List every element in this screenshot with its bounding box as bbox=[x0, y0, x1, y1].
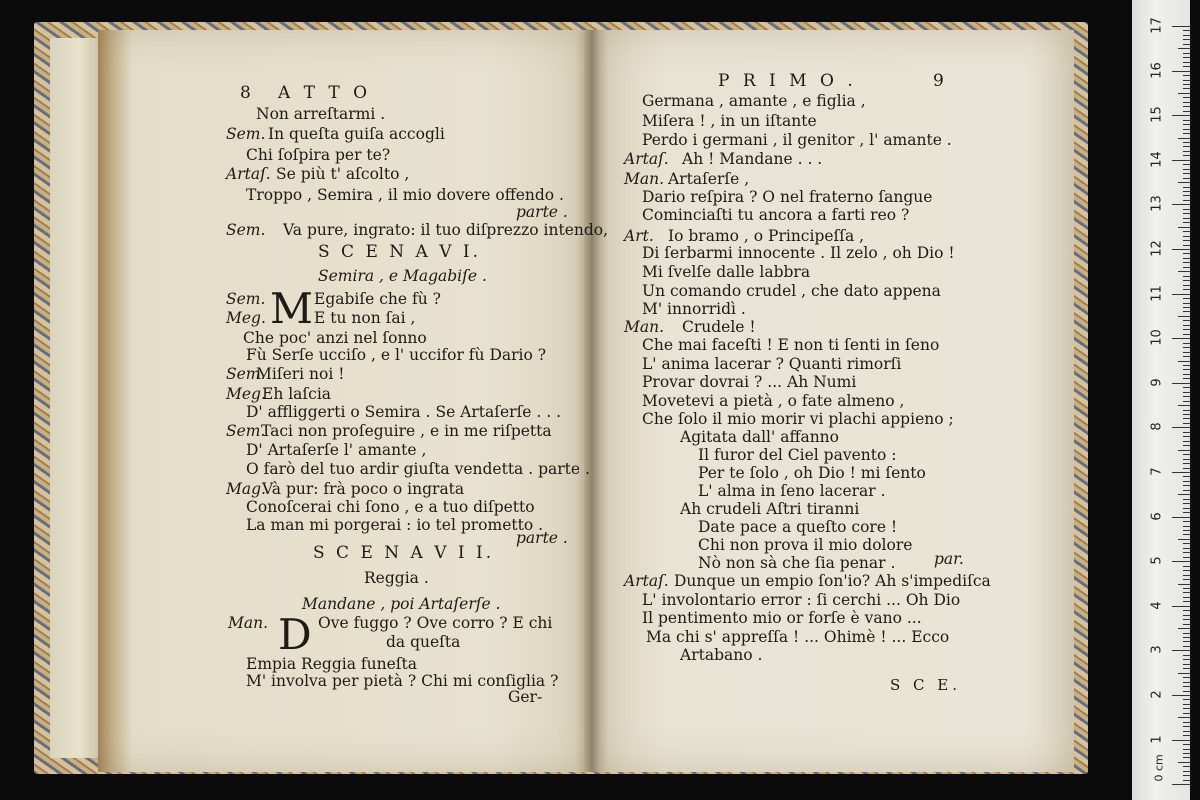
ruler-tick bbox=[1183, 726, 1190, 727]
ruler-tick bbox=[1183, 615, 1190, 616]
ruler-tick bbox=[1183, 655, 1190, 656]
ruler-tick bbox=[1183, 396, 1190, 397]
verse-text: Cominciaſti tu ancora a farti reo ? bbox=[642, 206, 910, 224]
ruler-number: 3 bbox=[1149, 645, 1165, 655]
speaker-name: Art. bbox=[624, 227, 654, 245]
ruler-tick bbox=[1172, 561, 1190, 562]
speaker-name: Artaſ. bbox=[226, 165, 271, 183]
ruler-tick bbox=[1183, 521, 1190, 522]
ruler-tick bbox=[1183, 151, 1190, 152]
ruler-tick bbox=[1178, 138, 1190, 139]
verse-text: Perdo i germani , il genitor , l' amante . bbox=[642, 131, 952, 149]
verse-text: Crudele ! bbox=[682, 318, 756, 336]
ruler-tick bbox=[1183, 468, 1190, 469]
ruler-tick bbox=[1183, 731, 1190, 732]
ruler-tick bbox=[1178, 717, 1190, 718]
ruler-tick bbox=[1183, 240, 1190, 241]
verse-text: Che mai faceſti ! E non ti ſenti in ſeno bbox=[642, 336, 940, 354]
ruler-tick bbox=[1183, 771, 1190, 772]
ruler-tick bbox=[1183, 289, 1190, 290]
ruler-tick bbox=[1183, 735, 1190, 736]
verse-text: Conoſcerai chi ſono , e a tuo diſpetto bbox=[246, 498, 535, 516]
ruler-tick bbox=[1183, 699, 1190, 700]
scene-heading: S C E N A V I. bbox=[318, 242, 482, 262]
verse-text: Dunque un empio ſon'io? Ah s'impediſca bbox=[674, 572, 991, 590]
ruler-tick bbox=[1183, 106, 1190, 107]
scene-heading: S C E N A V I I. bbox=[313, 543, 495, 563]
ruler-tick bbox=[1183, 347, 1190, 348]
verse-text: Il pentimento mio or forſe è vano ... bbox=[642, 609, 922, 627]
ruler-tick bbox=[1183, 423, 1190, 424]
ruler-tick bbox=[1183, 588, 1190, 589]
ruler-tick bbox=[1183, 392, 1190, 393]
ruler-tick bbox=[1178, 271, 1190, 272]
ruler-tick bbox=[1172, 427, 1190, 428]
ruler-tick bbox=[1183, 30, 1190, 31]
ruler-tick bbox=[1183, 744, 1190, 745]
ruler-tick bbox=[1178, 673, 1190, 674]
ruler-tick bbox=[1183, 195, 1190, 196]
ruler-tick bbox=[1183, 534, 1190, 535]
speaker-name: Meg. bbox=[226, 385, 266, 403]
ruler-tick bbox=[1183, 325, 1190, 326]
ruler-number: 9 bbox=[1149, 378, 1165, 387]
ruler-tick bbox=[1183, 84, 1190, 85]
ruler-tick bbox=[1183, 88, 1190, 89]
ruler-tick bbox=[1183, 418, 1190, 419]
ruler-tick bbox=[1183, 575, 1190, 576]
ruler-number: 15 bbox=[1149, 106, 1165, 123]
ruler-tick bbox=[1183, 258, 1190, 259]
verse-text: Ah crudeli Aſtri tiranni bbox=[680, 500, 860, 518]
speaker-name: Man. bbox=[624, 318, 665, 336]
ruler-tick bbox=[1183, 441, 1190, 442]
verse-text: Empia Reggia funeſta bbox=[246, 655, 417, 673]
verse-text: O farò del tuo ardir giuſta vendetta . parte . bbox=[246, 460, 590, 478]
verse-text: Ger- bbox=[508, 688, 543, 706]
verse-text: Di ſerbarmi innocente . Il zelo , oh Dio ! bbox=[642, 244, 955, 262]
ruler-tick bbox=[1178, 494, 1190, 495]
ruler-tick bbox=[1178, 316, 1190, 317]
verse-text: Ma chi s' appreſſa ! ... Ohimè ! ... Ecco bbox=[646, 628, 950, 646]
verse-text: Fù Serſe ucciſo , e l' uccifor fù Dario ? bbox=[246, 346, 547, 364]
ruler-tick bbox=[1183, 597, 1190, 598]
verse-text: Ah ! Mandane . . . bbox=[682, 150, 823, 168]
ruler-tick bbox=[1172, 160, 1190, 161]
ruler-tick bbox=[1183, 508, 1190, 509]
ruler-number: 17 bbox=[1149, 17, 1165, 34]
drop-capital: M bbox=[270, 284, 314, 333]
ruler-tick bbox=[1178, 628, 1190, 629]
page-number-right: 9 bbox=[933, 71, 944, 91]
ruler-tick bbox=[1183, 780, 1190, 781]
ruler-tick bbox=[1183, 133, 1190, 134]
verse-text: In queſta guiſa accogli bbox=[268, 125, 445, 143]
ruler-number: 10 bbox=[1149, 329, 1165, 346]
verse-text: Artabano . bbox=[680, 646, 763, 664]
verse-text: Per te ſolo , oh Dio ! mi ſento bbox=[698, 464, 926, 482]
verse-text: Eh laſcia bbox=[262, 385, 332, 403]
ruler-number: 1 bbox=[1149, 734, 1165, 744]
ruler-tick bbox=[1183, 691, 1190, 692]
ruler-tick bbox=[1183, 378, 1190, 379]
ruler-tick bbox=[1183, 686, 1190, 687]
ruler-tick bbox=[1183, 641, 1190, 642]
ruler-tick bbox=[1183, 374, 1190, 375]
ruler-tick bbox=[1183, 262, 1190, 263]
ruler-tick bbox=[1183, 592, 1190, 593]
ruler-tick bbox=[1183, 646, 1190, 647]
verse-text: La man mi porgerai : io tel prometto . bbox=[246, 516, 544, 534]
verse-text: M' involva per pietà ? Chi mi conſiglia ? bbox=[246, 672, 559, 690]
ruler-number: 11 bbox=[1149, 284, 1165, 302]
verse-text: Non arreſtarmi . bbox=[256, 105, 386, 123]
catchword: S C E. bbox=[890, 676, 962, 694]
verse-text: L' alma in ſeno lacerar . bbox=[698, 482, 886, 500]
ruler-tick bbox=[1183, 414, 1190, 415]
ruler-tick bbox=[1183, 231, 1190, 232]
ruler-tick bbox=[1183, 129, 1190, 130]
verse-text: Provar dovrai ? ... Ah Numi bbox=[642, 373, 857, 391]
verse-text: Germana , amante , e figlia , bbox=[642, 92, 866, 110]
verse-text: L' involontario error : ſi cerchi ... Oh Dio bbox=[642, 591, 961, 609]
ruler-tick bbox=[1183, 80, 1190, 81]
ruler-tick bbox=[1183, 97, 1190, 98]
ruler-number: 13 bbox=[1149, 195, 1165, 213]
ruler-tick bbox=[1183, 62, 1190, 63]
ruler-number: 14 bbox=[1149, 151, 1165, 168]
ruler-tick bbox=[1172, 784, 1190, 785]
ruler-tick bbox=[1172, 294, 1190, 295]
ruler-tick bbox=[1183, 749, 1190, 750]
verse-text: Il furor del Ciel pavento : bbox=[698, 446, 897, 464]
ruler-tick bbox=[1183, 476, 1190, 477]
ruler-tick bbox=[1183, 164, 1190, 165]
ruler-tick bbox=[1183, 343, 1190, 344]
ruler-tick bbox=[1183, 352, 1190, 353]
ruler-tick bbox=[1183, 579, 1190, 580]
ruler-tick bbox=[1183, 187, 1190, 188]
ruler-tick bbox=[1183, 490, 1190, 491]
speaker-name: Meg. bbox=[226, 309, 266, 327]
ruler-tick bbox=[1183, 111, 1190, 112]
ruler-tick bbox=[1183, 459, 1190, 460]
ruler-tick bbox=[1178, 450, 1190, 451]
ruler-tick bbox=[1183, 668, 1190, 669]
ruler-tick bbox=[1183, 253, 1190, 254]
verse-text: Movetevi a pietà , o fate almeno , bbox=[642, 392, 905, 410]
verse-text: Taci non proſeguire , e in me riſpetta bbox=[261, 422, 552, 440]
speaker-name: Artaſ. bbox=[624, 150, 669, 168]
ruler-tick bbox=[1183, 432, 1190, 433]
ruler-tick bbox=[1183, 624, 1190, 625]
verse-text: D' Artaſerſe l' amante , bbox=[246, 441, 427, 459]
ruler-tick bbox=[1183, 610, 1190, 611]
ruler-tick bbox=[1183, 307, 1190, 308]
verse-text: par. bbox=[934, 550, 964, 568]
ruler-unit: 0 cm bbox=[1152, 754, 1166, 782]
ruler-tick bbox=[1183, 463, 1190, 464]
verse-text: Date pace a queſto core ! bbox=[698, 518, 898, 536]
ruler-tick bbox=[1183, 659, 1190, 660]
ruler-tick bbox=[1178, 48, 1190, 49]
verse-text: M' innorridì . bbox=[642, 300, 746, 318]
ruler-tick bbox=[1183, 365, 1190, 366]
ruler-tick bbox=[1183, 311, 1190, 312]
ruler-tick bbox=[1183, 169, 1190, 170]
ruler-tick bbox=[1183, 526, 1190, 527]
page-number-left: 8 bbox=[240, 83, 251, 103]
ruler-tick bbox=[1183, 102, 1190, 103]
ruler-tick bbox=[1183, 704, 1190, 705]
ruler-tick bbox=[1183, 369, 1190, 370]
ruler-tick bbox=[1178, 227, 1190, 228]
verse-text: D' affliggerti o Semira . Se Artaſerſe . . . bbox=[246, 403, 562, 421]
ruler-tick bbox=[1183, 557, 1190, 558]
ruler-tick bbox=[1183, 485, 1190, 486]
ruler-tick bbox=[1183, 120, 1190, 121]
ruler-tick bbox=[1183, 775, 1190, 776]
speaker-name: Artaſ. bbox=[624, 572, 669, 590]
ruler-tick bbox=[1183, 481, 1190, 482]
ruler-tick bbox=[1183, 44, 1190, 45]
verse-text: Và pur: frà poco o ingrata bbox=[262, 480, 465, 498]
ruler-tick bbox=[1178, 405, 1190, 406]
ruler-tick bbox=[1183, 664, 1190, 665]
ruler-number: 8 bbox=[1149, 422, 1165, 432]
verse-text: L' anima lacerar ? Quanti rimorſi bbox=[642, 355, 902, 373]
ruler-tick bbox=[1183, 601, 1190, 602]
ruler-tick bbox=[1183, 155, 1190, 156]
ruler-tick bbox=[1172, 115, 1190, 116]
ruler-tick bbox=[1172, 249, 1190, 250]
verse-text: Agitata dall' affanno bbox=[680, 428, 839, 446]
verse-text: Va pure, ingrato: il tuo diſprezzo intendo, bbox=[283, 221, 609, 239]
ruler-tick bbox=[1183, 753, 1190, 754]
ruler-tick bbox=[1183, 285, 1190, 286]
ruler-tick bbox=[1183, 499, 1190, 500]
verse-text: Un comando crudel , che dato appena bbox=[642, 282, 941, 300]
ruler-tick bbox=[1183, 39, 1190, 40]
speaker-name: Man. bbox=[624, 170, 665, 188]
ruler-tick bbox=[1183, 276, 1190, 277]
ruler-tick bbox=[1183, 552, 1190, 553]
speaker-name: Man. bbox=[228, 614, 269, 632]
ruler-tick bbox=[1183, 146, 1190, 147]
verse-text: Dario reſpira ? O nel fraterno ſangue bbox=[642, 188, 933, 206]
ruler-tick bbox=[1183, 57, 1190, 58]
drop-capital: D bbox=[278, 610, 312, 659]
ruler-tick bbox=[1172, 695, 1190, 696]
verse-text: Nò non sà che ſia penar . bbox=[698, 554, 896, 572]
ruler-tick bbox=[1183, 218, 1190, 219]
speaker-name: Sem. bbox=[226, 365, 266, 383]
ruler-tick bbox=[1183, 722, 1190, 723]
ruler-tick bbox=[1183, 66, 1190, 67]
ruler-number: 7 bbox=[1149, 467, 1165, 476]
verse-text: parte . bbox=[516, 529, 568, 547]
verse-text: Miſeri noi ! bbox=[256, 365, 345, 383]
ruler-tick bbox=[1183, 200, 1190, 201]
ruler-tick bbox=[1183, 512, 1190, 513]
ruler-tick bbox=[1183, 320, 1190, 321]
ruler-tick bbox=[1172, 383, 1190, 384]
ruler-tick bbox=[1183, 236, 1190, 237]
verse-text: Io bramo , o Principeſſa , bbox=[668, 227, 865, 245]
scene-place: Reggia . bbox=[364, 569, 429, 587]
ruler-tick bbox=[1183, 280, 1190, 281]
ruler-tick bbox=[1183, 548, 1190, 549]
speaker-name: Sem. bbox=[226, 290, 266, 308]
ruler-tick bbox=[1172, 71, 1190, 72]
ruler-tick bbox=[1172, 606, 1190, 607]
verse-text: Egabiſe che fù ? bbox=[314, 290, 441, 308]
ruler-tick bbox=[1183, 713, 1190, 714]
ruler-tick bbox=[1183, 329, 1190, 330]
ruler-tick bbox=[1183, 543, 1190, 544]
ruler-tick bbox=[1178, 361, 1190, 362]
ruler-tick bbox=[1183, 75, 1190, 76]
scene-persons: Semira , e Magabiſe . bbox=[318, 267, 487, 285]
ruler-tick bbox=[1183, 303, 1190, 304]
ruler-number: 12 bbox=[1149, 240, 1165, 257]
ruler-tick bbox=[1178, 762, 1190, 763]
ruler-tick bbox=[1183, 677, 1190, 678]
verse-text: Ove fuggo ? Ove corro ? E chi bbox=[318, 614, 553, 632]
verse-text: parte . bbox=[516, 203, 568, 221]
ruler-tick bbox=[1183, 35, 1190, 36]
ruler-tick bbox=[1172, 472, 1190, 473]
ruler-tick bbox=[1183, 298, 1190, 299]
verse-text: Che poc' anzi nel ſonno bbox=[243, 329, 427, 347]
ruler-tick bbox=[1183, 267, 1190, 268]
ruler-tick bbox=[1183, 356, 1190, 357]
ruler-tick bbox=[1172, 650, 1190, 651]
ruler-tick bbox=[1183, 619, 1190, 620]
ruler-tick bbox=[1183, 530, 1190, 531]
ruler-tick bbox=[1183, 213, 1190, 214]
verse-text: Miſera ! , in un iſtante bbox=[642, 112, 817, 130]
ruler-tick bbox=[1178, 182, 1190, 183]
verse-text: Se più t' aſcolto , bbox=[276, 165, 410, 183]
ruler-tick bbox=[1172, 517, 1190, 518]
ruler-tick bbox=[1183, 401, 1190, 402]
ruler-tick bbox=[1172, 338, 1190, 339]
ruler-tick bbox=[1183, 53, 1190, 54]
speaker-name: Sem. bbox=[226, 422, 266, 440]
ruler-tick bbox=[1183, 209, 1190, 210]
speaker-name: Mag. bbox=[226, 480, 266, 498]
ruler-tick bbox=[1183, 410, 1190, 411]
ruler-number: 5 bbox=[1149, 556, 1165, 565]
verse-text: Troppo , Semira , il mio dovere offendo . bbox=[246, 186, 564, 204]
ruler-tick bbox=[1183, 682, 1190, 683]
ruler-tick bbox=[1172, 740, 1190, 741]
ruler-tick bbox=[1183, 757, 1190, 758]
measuring-ruler bbox=[1132, 0, 1190, 800]
ruler-tick bbox=[1178, 539, 1190, 540]
verse-text: Artaſerſe , bbox=[668, 170, 750, 188]
scene-persons: Mandane , poi Artaſerſe . bbox=[302, 595, 501, 613]
ruler-tick bbox=[1183, 454, 1190, 455]
ruler-tick bbox=[1172, 26, 1190, 27]
verse-text: Mi ſvelſe dalle labbra bbox=[642, 263, 811, 281]
ruler-tick bbox=[1183, 222, 1190, 223]
ruler-tick bbox=[1172, 204, 1190, 205]
ruler-tick bbox=[1183, 173, 1190, 174]
ruler-number: 2 bbox=[1149, 690, 1165, 699]
speaker-name: Sem. bbox=[226, 221, 266, 239]
ruler-tick bbox=[1183, 570, 1190, 571]
ruler-number: 16 bbox=[1149, 61, 1165, 79]
ruler-tick bbox=[1183, 245, 1190, 246]
ruler-tick bbox=[1183, 766, 1190, 767]
ruler-tick bbox=[1183, 124, 1190, 125]
ruler-tick bbox=[1183, 191, 1190, 192]
ruler-tick bbox=[1183, 503, 1190, 504]
ruler-number: 4 bbox=[1149, 601, 1165, 610]
ruler-tick bbox=[1183, 633, 1190, 634]
verse-text: da queſta bbox=[386, 633, 461, 651]
ruler-tick bbox=[1183, 637, 1190, 638]
verse-text: Chi non prova il mio dolore bbox=[698, 536, 913, 554]
ruler-tick bbox=[1178, 93, 1190, 94]
verse-text: E tu non ſai , bbox=[314, 309, 416, 327]
ruler-number: 6 bbox=[1149, 511, 1165, 521]
speaker-name: Sem. bbox=[226, 125, 266, 143]
running-head-left: A T T O bbox=[278, 83, 372, 103]
ruler-tick bbox=[1183, 436, 1190, 437]
verse-text: Chi ſoſpira per te? bbox=[246, 146, 391, 164]
ruler-tick bbox=[1183, 708, 1190, 709]
ruler-tick bbox=[1183, 178, 1190, 179]
running-head-right: P R I M O . bbox=[718, 71, 857, 91]
ruler-tick bbox=[1183, 142, 1190, 143]
ruler-tick bbox=[1178, 584, 1190, 585]
verse-text: Che ſolo il mio morir vi plachi appieno ; bbox=[642, 410, 954, 428]
ruler-tick bbox=[1183, 566, 1190, 567]
ruler-tick bbox=[1183, 445, 1190, 446]
ruler-tick bbox=[1183, 334, 1190, 335]
ruler-tick bbox=[1183, 387, 1190, 388]
